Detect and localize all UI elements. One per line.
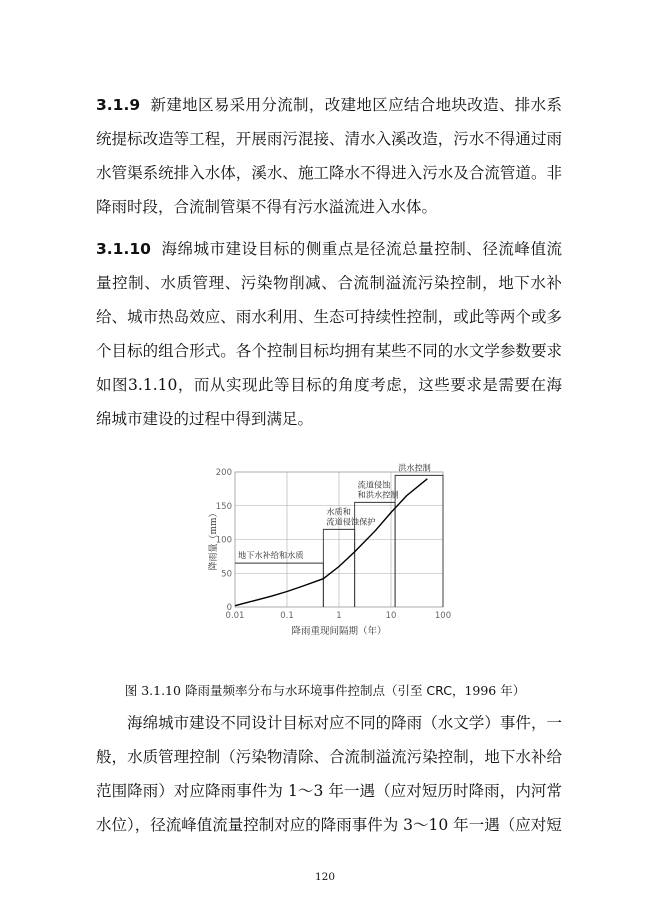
y-tick-label: 100 — [215, 535, 232, 546]
region-label: 水质和流道侵蚀保护 — [326, 506, 376, 527]
y-axis-label: 降雨量（mm） — [209, 508, 219, 571]
region-label: 地下水补给和水质 — [238, 550, 304, 561]
body-paragraph — [96, 706, 562, 842]
x-tick-label: 100 — [434, 611, 452, 621]
section-text: 海绵城市建设目标的侧重点是径流总量控制、径流峰值流量控制、水质管理、污染物削减、合流制溢流污染控制，地下水补给、城市热岛效应、雨水利用、生态可持续性控制，或此等两个或多个目标的组合形式。各个控制目标均拥有某些不同的水文学参数要求如图3.1.10，而从实现此等目标的角度考虑，这些要求是需要在海绵城市建设的过程中得到满足。 — [96, 240, 562, 428]
page-number: 120 — [314, 871, 336, 883]
rainfall-frequency-chart — [205, 462, 455, 642]
x-tick-label: 1 — [336, 611, 342, 621]
y-tick-label: 50 — [221, 569, 232, 580]
caption-suffix: ，1996 年） — [451, 683, 526, 698]
region-outline — [395, 475, 443, 607]
figure-caption — [0, 681, 650, 699]
region-label: 洪水控制 — [398, 462, 431, 473]
x-tick-label: 0.01 — [225, 611, 245, 621]
section-3-1-10 — [96, 232, 562, 436]
y-tick-label: 200 — [215, 468, 232, 478]
x-tick-label: 10 — [385, 611, 397, 621]
caption-prefix: 图 3.1.10 降雨量频率分布与水环境事件控制点（引至 — [124, 683, 427, 698]
y-tick-label: 0 — [226, 603, 232, 613]
section-number: 3.1.10 — [96, 240, 151, 258]
caption-source: CRC — [426, 683, 452, 698]
x-axis-label: 降雨重现间隔期（年） — [291, 626, 387, 637]
section-number: 3.1.9 — [96, 96, 141, 114]
body-paragraph-text: 海绵城市建设不同设计目标对应不同的降雨（水文学）事件，一般，水质管理控制（污染物清除、合流制溢流污染控制，地下水补给范围降雨）对应降雨事件为 1～3 年一遇（应对短历时降雨，内河常水位），径流峰值流量控制对应的降雨事件为 3～10 年一遇（应对短 — [96, 714, 562, 834]
section-3-1-9 — [96, 88, 562, 224]
region-label: 流道侵蚀和洪水控制 — [357, 479, 399, 500]
section-text: 新建地区易采用分流制，改建地区应结合地块改造、排水系统提标改造等工程，开展雨污混接、清水入溪改造，污水不得通过雨水管渠系统排入水体，溪水、施工降水不得进入污水及合流管道。非降雨时段，合流制管渠不得有污水溢流进入水体。 — [96, 96, 562, 216]
chart-svg — [205, 462, 455, 642]
region-outline — [235, 563, 323, 607]
x-tick-label: 0.1 — [280, 611, 294, 621]
y-tick-label: 150 — [215, 501, 232, 512]
